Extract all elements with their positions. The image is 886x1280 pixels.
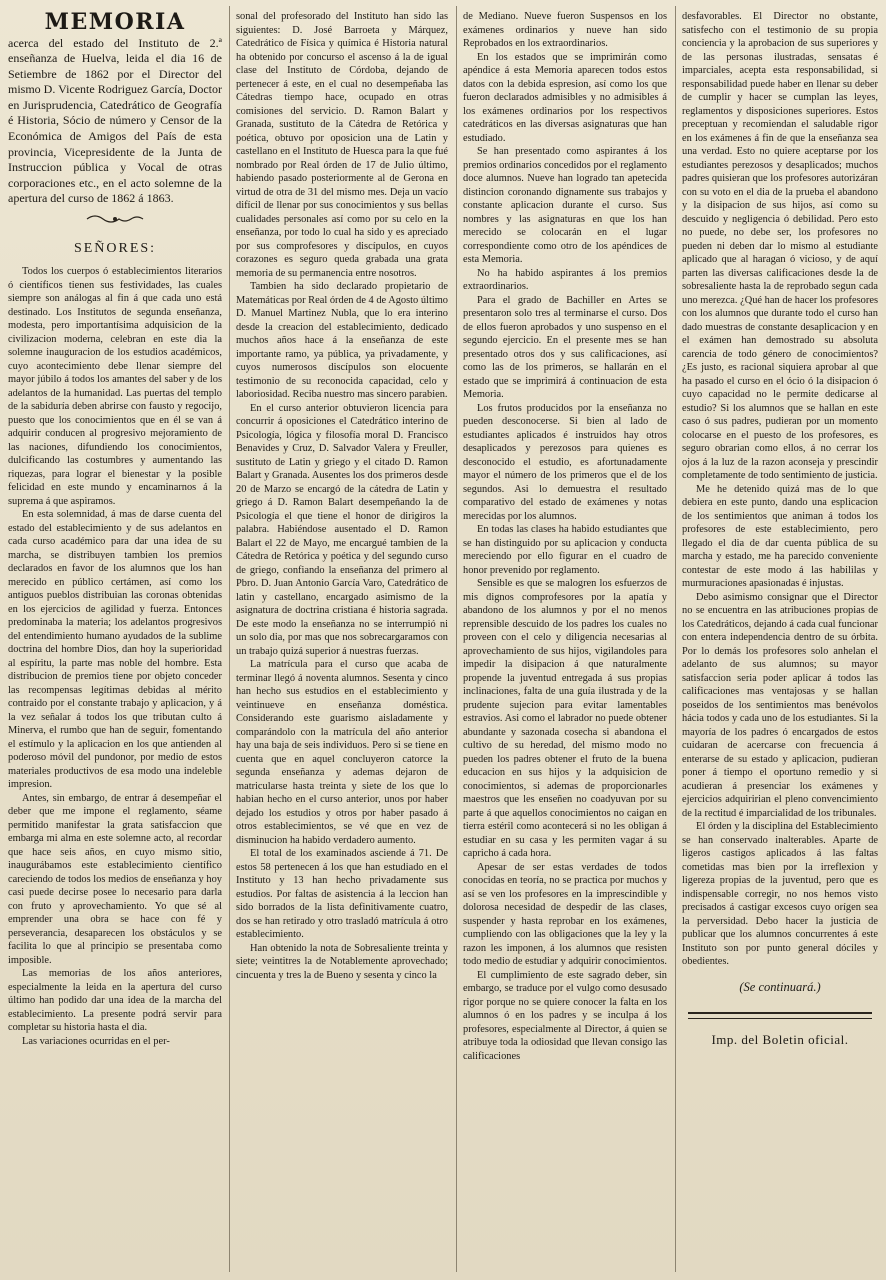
paragraph: sonal del profesorado del Instituto han sido las siguientes: D. José Barroeta y Márquez, Catedrático de Física y química é Historia natural ha obtenido por concurso el ascenso á la de igual clase del Instituto de Córdoba, dejando de pertenecer á este, en el cual no desempeñaba las Cátedras tiempo hace, ocupado en otras comisiones del servicio. D. Ramon Balart y Granada, sustituto de la Cátedra de Retórica y poética, obtuvo por oposicion una de Latin y castellano en el Instituto de Huesca para la que fué nombrado por Real órden de 17 de Julio último, habiendo pasado posteriormente al de Gerona en virtud de otra de 31 del mismo mes. Deja un vacío difícil de llenar por sus conocimientos y sus bellas cualidades personales así como por su celo en la enseñanza, por todo lo cual ha sido y es apreciado por sus comprofesores y discípulos, en cuyos corazones es seguro queda grabada una grata memoria de su permanencia entre nosotros. (236, 11, 448, 279)
paragraph: En esta solemnidad, á mas de darse cuenta del estado del establecimiento y de sus adelantos en cada curso académico para dar una idea de su marcha, se distribuyen tambien los premios declarados en favor de los alumnos que los han merecido en público certámen, así como los antiguos pueblos distribuian las coronas obtenidas en los ejercicios de agilidad y fuerza. Entonces predominaba la materia; los adelantos progresivos del entendimiento humano ayudados de la sublime doctrina del hombre Dios, dan hoy la superioridad al espíritu, la parte mas noble del hombre. Esta distribucion de premios tiene por objeto conceder las recompensas legítimas debidas al mérito contraido por el constante trabajo y aplicacion, y á la vez señalar á todos los que tributan culto á Minerva, el rumbo que han de seguir, fomentando el estímulo y la aplicacion en los que antienden al poderoso móvil del pundonor, por medio de estos materiales productivos de esa modo una indeleble impresion. (8, 509, 222, 791)
paragraph: No ha habido aspirantes á los premios extraordinarios. (463, 267, 667, 292)
salutation: SEÑORES: (73, 240, 157, 256)
masthead-title: MEMORIA (44, 9, 186, 35)
column-1 (8, 10, 222, 1048)
column-rule (675, 6, 676, 1272)
paragraph: Los frutos producidos por la enseñanza no pueden desconocerse. Si bien al lado de estudiantes aplicados é instruidos hay otros desaplicados y perezosos para quienes es desconocido el estudio, es afortunadamente mayor el número de los primeros que el de los segundos. Asi lo demuestra el resultado comparativo del estado de exámenes y notas merecidas por los alumnos. (463, 402, 667, 522)
paragraph: En los estados que se imprimirán como apéndice á esta Memoria aparecen todos estos datos con la debida espresion, así como los que fueron declarados admisibles y no admisibles á los exámenes ordinarios por los respectivos catedráticos en las diversas asignaturas que han estudiado. (463, 51, 667, 144)
paragraph: Me he detenido quizá mas de lo que debiera en este punto, dando una esplicacion de los sentimientos que animan á todos los profesores de este establecimiento, pero llegado el dia de dar cuenta pública de su marcha y estado, me ha parecido conveniente contestar de este modo á las habililas y murmuraciones apasionadas é injustas. (682, 483, 878, 589)
paragraph: Antes, sin embargo, de entrar á desempeñar el deber que me impone el reglamento, séame permitido manifestar la grata satisfaccion que embarga mi alma en este solemne acto, al recordar que hace seis años, en cuyo mismo sitio, inaugurábamos este establecimiento científico careciendo de todos los medios de enseñanza y hoy casi puede decirse posee lo necesario para darla con fruto y aprovechamiento. Yo que sé al emprender una obra se hace con fé y perseverancia, desaparecen los obstáculos y se facilita lo que al principio se presentaba como imposible. (8, 792, 222, 966)
paragraph: Las memorias de los años anteriores, especialmente la leida en la apertura del curso último han podido dar una idea de la marcha del establecimiento. La presente podrá servir para completar su historia hasta el dia. (8, 968, 222, 1034)
divider (688, 1012, 872, 1014)
paragraph: En el curso anterior obtuvieron licencia para concurrir á oposiciones el Catedrático interino de Psicología, lógica y filosofía moral D. Francisco Benavides y Cruz, D. Salvador Valera y Freuller, sustituto de Latin y griego y el citado D. Ramon Balart y Granada. Ausentes los dos primeros desde 20 de Marzo se encargó de la cátedra de Latin y griego á D. Ramon Balart desempeñando la de Psicología el que tiene el honor de dirigiros la palabra. Habiéndose ausentado el D. Ramon Balart el 22 de Mayo, me encargué tambien de la Cátedra de Retórica y poética y del segundo curso de griego, confiando la enseñanza del primero al Pbro. D. Juan Antonio García Varo, Catedrático de latin y castellano, encargado asimismo de la asignatura de doctrina cristiana é historia sagrada. De este modo la enseñanza no se interrumpió ni un solo dia, por mas que nos sobrecargaramos con un trabajo quizá superior á nuestras fuerzas. (236, 402, 448, 657)
column-3 (463, 10, 667, 1063)
column-rule (456, 6, 457, 1272)
intro-heading: acerca del estado del Instituto de 2.ª enseñanza de Huelva, leida el dia 16 de Setiembre de 1862 por el Director del mismo D. Vicente Rodriguez García, Doctor en Jurisprudencia, Catedrático de Geografía é Historia, Sócio de número y Censor de la Económica de Amigos del País de esta provincia, Vicepresidente de la Junta de Instruccion pública y Vocal de otras corporaciones etc., en el acto solemne de la apertura del curso de 1862 á 1863. (8, 35, 222, 206)
paragraph: Se han presentado como aspirantes á los premios ordinarios concedidos por el reglamento doce alumnos. Nueve han logrado tan apetecida distincion coronando dignamente sus trabajos y constante aplicacion durante el curso. Sus nombres y las asignaturas en que los han merecido se colocarán en el lugar correspondiente como otro de los apéndices de esta Memoria. (463, 146, 667, 265)
paragraph: Todos los cuerpos ó establecimientos literarios ó científicos tienen sus festividades, las cuales siempre son análogas al fin á que cada uno está destinado. Los Institutos de segunda enseñanza, modesta, pero importantísima adquisicion de la civilizacion moderna, celebran en este dia la solemne inauguracion de los estudios académicos, cuyo acontecimiento debe llenar siempre del mayor júbilo á todos los amantes del saber y de los adelantos de la humanidad. Las puertas del templo de la sabiduría deben abrirse con fausto y regocijo, puesto que los conocimientos que en él se van á adquirir conducen al progresivo mejoramiento de las naciones, difundiendo los conocimientos, dulcificando las costumbres y aumentando las riquezas, para lograr el bienestar y la posible felicidad en este mundo y encaminarnos á la suprema á que aspiramos. (8, 266, 222, 507)
column-rule (229, 6, 230, 1272)
paragraph: Las variaciones ocurridas en el per- (22, 1035, 170, 1047)
paragraph: El total de los examinados asciende á 71. De estos 58 pertenecen á los que han estudiado en el Instituto y 13 han hecho privadamente sus estudios. Por faltas de asistencia á la leccion han sido borrados de la lista definitivamente cuatro, dos se han retirado y otro trasladó matrícula á otro establecimiento. (236, 848, 448, 940)
column-2 (236, 10, 448, 982)
column-4 (682, 10, 878, 1047)
paragraph: Apesar de ser estas verdades de todos conocidas en teoría, no se practica por muchos y así se ven los profesores en la imprescindible y dolorosa necesidad de despedir de las clases, suspender y hasta reprobar en los exámenes, cumpliendo con las obligaciones que la ley y la razon les imponen, á los alumnos que resisten todo medio de estudiar y adquirir conocimientos. (463, 861, 668, 967)
paragraph: de Mediano. Nueve fueron Suspensos en los exámenes ordinarios y nueve han sido Reprobados en los extraordinarios. (463, 11, 667, 49)
paragraph: Para el grado de Bachiller en Artes se presentaron solo tres al terminarse el curso. Dos de ellos fueron aprobados y uno suspenso en el segundo ejercicio. En el presente mes se han presentado otros dos y sus calificaciones, así como las de los primeros, se hallarán en el estado que se imprimirá á continuacion de esta Memoria. (463, 294, 667, 400)
printer-imprint: Imp. del Boletin oficial. (711, 1032, 849, 1047)
paragraph: Sensible es que se malogren los esfuerzos de mis dignos comprofesores por la apatía y abandono de los alumnos y por el no menos reprensible descuido de los padres los cuales no proveen con el celo y diligencia necesarias al aprovechamiento de sus hijos, vigilandoles para impedir la disipacion á que naturalmente propende la juventud entregada á sus propias inclinaciones, falta de una guía ilustrada y de la prudente sujecion para evitar lamentables estravios. Asi como el labrador no puede obtener abundante y sazonada cosecha si abandona el cultivo de su heredad, del mismo modo no pueden los padres obtener el fruto de la buena educacion en sus hijos y la adquisicion de conocimientos, si ademas de proporcionarles maestros que les enseñen no coadyuvan por su parte á que aquellos conocimientos no caigan en tierra estéril como acontecerá si no les obligan á estudiar en su casa y les permiten vagar á su capricho á cada hora. (463, 578, 667, 859)
paragraph: Tambien ha sido declarado propietario de Matemáticas por Real órden de 4 de Agosto último D. Manuel Martinez Nubla, que lo era interino desde la creacion del establecimiento, dedicado muchos años hace á la enseñanza de este importante ramo, ya pública, ya privadamente, y cuyos numerosos discípulos son elocuente testimonio de su reconocida capacidad, celo y laboriosidad. Reciba nuestro mas sincero parabien. (236, 281, 448, 400)
continued-note: (Se continuará.) (739, 979, 821, 994)
divider (688, 1018, 872, 1019)
paragraph: Han obtenido la nota de Sobresaliente treinta y siete; veintitres la de Notablemente aprovechado; cincuenta y tres la de Bueno y sesenta y cinco la (236, 942, 448, 981)
paragraph: desfavorables. El Director no obstante, satisfecho con el testimonio de su propia conciencia y la aprobacion de sus superiores y de las personas ilustradas, sensatas é imparciales, acepta esta responsabilidad, si responsabilidad puede haber en llenar su deber de cumplir y hacer se cumplan las leyes, reglamentos y disposiciones superiores. Estos preceptuan y recomiendan el saludable rigor en los exámenes á fin de que la enseñanza sea una verdad. Esto no quiere aceptarse por los estudiantes perezosos y desaplicados; muchos padres quisieran que los profesores autorizáran con su voto en el dia de la prueba el abandono y la disipacion de sus hijos, así como su descuido y negligencia ó debilidad. Pero esto no puede, no debe ser, los profesores no pueden ni deben dar lo mismo al estudiante aplicado que al haragan ó vicioso, y de aquí parten las diversas calificaciones desde la de sobresaliente hasta la de reprobado segun cada uno merezca. ¿Qué han de hacer los profesores con los alumnos que durante todo el curso han dado muestras de constante desaplicacion y en el exámen han demostrado su absoluta carencia de todo género de conocimientos? ¿Es justo, es racional siquiera aprobar al que ha pasado el curso en el ócio ó la disipacion ó cuyo capacidad no le permite dedicarse al estudio? Si los alumnos que se hallan en este caso ó sus padres, pudieran por un momento colocarse en el puesto de los profesores, es seguro obrarian como ellos, á no cerrar los ojos á la luz de la razon aconseja y prescindir completamente de todo sentimiento de justicia. (682, 11, 878, 481)
paragraph: Debo asimismo consignar que el Director no se encuentra en las atribuciones propias de los Catedráticos, dejando á cada cual funcionar con entera independencia dentro de su órbita. Por lo demás los profesores solo anhelan el adelanto de sus alumnos; su mayor satisfaccion seria poder aplicar á todos las calificaciones mas ventajosas y se hallan poseidos de los sentimientos mas benévolos hácia todos y cada uno de los estudiantes. Si la mayoría de los padres ó encargados de estos cuidaran de acercarse con frecuencia á enterarse de su estado y aplicacion, pudieran poner á tiempo el oportuno remedio y si acudieran á presenciar los exámenes y ejercicios adquiririan el pleno convencimiento de la rectitud é imparcialidad de los tribunales. (682, 591, 878, 819)
ornament-flourish-icon (8, 213, 222, 230)
paragraph: El órden y la disciplina del Establecimiento se han conservado inalterables. Aparte de ligeros castigos aplicados á las faltas cometidas mas bien por la irreflexion y ligereza propias de la juventud, pero que es indispensable corregir, no nos hemos visto precisados á castigar excesos cuyo orígen sea la perversidad. Debo hacer la justicia de publicar que los alumnos concurrentes á este Instituto son por punto general dóciles y obedientes. (682, 821, 878, 967)
paragraph: En todas las clases ha habido estudiantes que se han distinguido por su aplicacion y conducta mereciendo por ello figurar en el cuadro de honor prevenido por reglamento. (463, 524, 667, 576)
paragraph: La matrícula para el curso que acaba de terminar llegó á noventa alumnos. Sesenta y cinco han hecho sus estudios en el establecimiento y veintinueve en enseñanza doméstica. Considerando este guarismo aisladamente y comparándolo con la matrícula del año anterior hay una baja de seis individuos. Pero si se tiene en cuenta que en aquel concluyeron catorce la segunda enseñanza y ademas dejaron de matricularse hasta treinta y siete de los que lo habian hecho en el curso anterior, unos por haber dejado los estudios y otros por haber pasado á otros establecimientos, se vé que en vez de disminucion ha habido verdadero aumento. (236, 659, 448, 846)
paragraph: El cumplimiento de este sagrado deber, sin embargo, se traduce por el vulgo como desusado rigor porque no se quiere conocer la falta en los alumnos ó en los padres y se inculpa á los profesores, especialmente al Director, á quien se atribuye toda la odiosidad que llevan consigo las calificaciones (463, 969, 667, 1062)
